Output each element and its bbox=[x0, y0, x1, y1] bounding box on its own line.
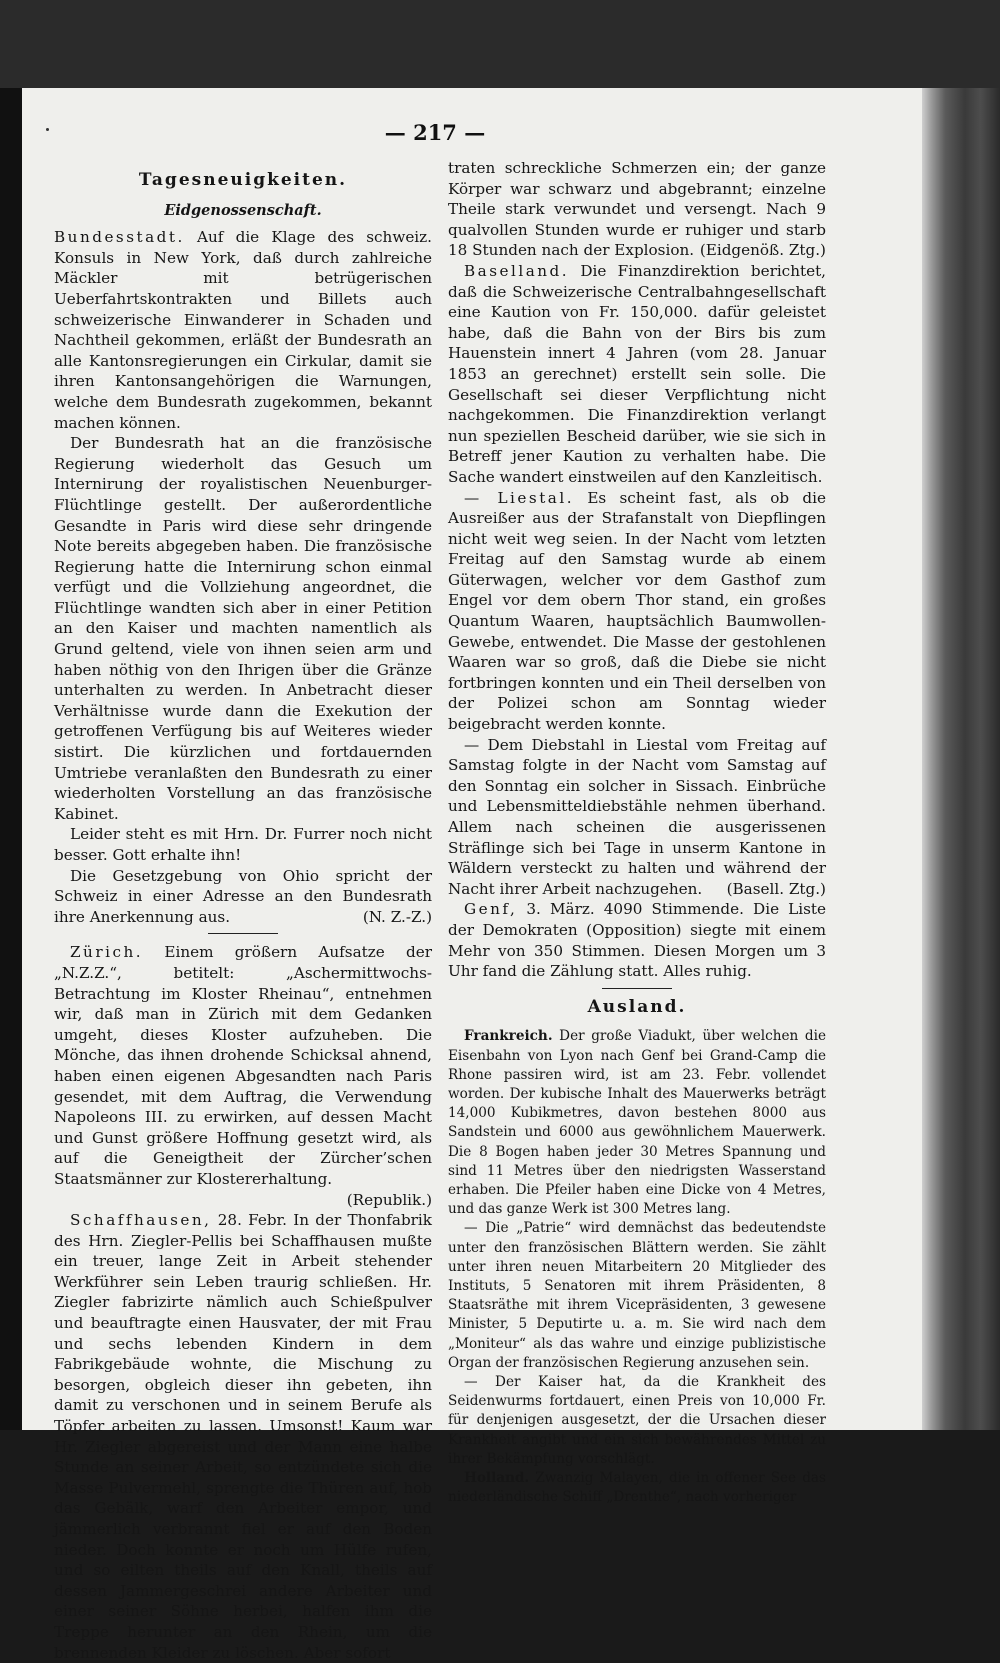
article-liestal bbox=[448, 488, 826, 735]
page-number: — 217 — bbox=[384, 120, 486, 145]
section-heading-tagesneuigkeiten: Tagesneuigkeiten. bbox=[138, 170, 348, 190]
article-bundesstadt bbox=[54, 227, 432, 433]
article-lead: Zürich. bbox=[70, 943, 144, 962]
article-text: Es scheint fast, als ob die Ausreißer aus der Strafanstalt von Diepflingen nicht weit weg seien. In der Nacht vom letzten Freitag auf den Samstag wurde ab einem Güterwagen, welcher vor dem Gasthof zum Engel vor dem obern Thor stand, ein großes Quantum Waaren, hauptsächlich Baumwollen-Gewebe, entwendet. Die Masse der gestohlenen Waaren war so groß, daß die Diebe sie nicht fortbringen konnten und ein Theil derselben von der Polizei schon am Sonntag wieder beigebracht werden konnte. bbox=[448, 488, 826, 734]
article-paragraph bbox=[54, 824, 432, 865]
article-text: 28. Febr. In der Thonfabrik des Hrn. Ziegler-Pellis bei Schaffhausen mußte ein treuer, lange Zeit in Arbeit stehender Werkführer sein Leben traurig schließen. Hr. Ziegler fabrizirte nämlich auch Schießpulver und beauftragte einen Hausvater, der mit Frau und sechs lebenden Kindern in dem Fabrikgebäude wohnte, die Mischung zu besorgen, obgleich dieser ihn gebeten, ihn damit zu verschonen und in seinem Berufe als Töpfer arbeiten zu lassen. Umsonst! Kaum war Hr. Ziegler abgereist und der Mann eine halbe Stunde an seiner Arbeit, so entzündete sich die Masse Pulvermehl, sprengte die Thüren auf, hob das Gebälk, warf den Arbeiter empor, und jämmerlich verbrannt fiel er auf den Boden nieder. Doch konnte er noch um Hülfe rufen, und so eilten theils auf den Knall, theils auf dessen Jammergeschrei andere Arbeiter und einer seiner Söhne herbei, halfen ihm die Treppe herunter an den Rhein, um die brennenden Kleider zu löschen. Aber sofort bbox=[54, 1211, 432, 1662]
article-holland bbox=[448, 1469, 826, 1507]
article-text: Zwanzig Malayen, die in offener See das niederländische Schiff „Drenthe“, nach vorheriger bbox=[448, 1470, 826, 1506]
article-text: — Der Kaiser hat, da die Krankheit des Seidenwurms fortdauert, einen Preis von 10,000 Fr. für denjenigen ausgesetzt, der die Ursachen dieser Krankheit angibt und ein sich bewährendes Mittel zu ihrer Bekämpfung vorschlägt. bbox=[448, 1374, 826, 1467]
article-source: (Basell. Ztg.) bbox=[726, 879, 826, 898]
article-frankreich bbox=[448, 1027, 826, 1219]
article-schaffhausen bbox=[54, 1210, 432, 1663]
article-baselland bbox=[448, 261, 826, 488]
article-text: Der große Viadukt, über welchen die Eisenbahn von Lyon nach Genf bei Grand-Camp die Rhone passiren wird, ist am 23. Febr. vollendet worden. Der kubische Inhalt des Mauerwerks beträgt 14,000 Kubikmetres, davon bestehen 8000 aus Sandstein und 6000 aus gewöhnlichem Mauerwerk. Die 8 Bogen haben jeder 30 Metres Spannung und sind 11 Metres über den niedrigsten Wasserstand erhaben. Die Pfeiler haben eine Dicke von 4 Metres, und das ganze Werk ist 300 Metres lang. bbox=[448, 1028, 826, 1218]
book-binding-edge bbox=[922, 88, 1000, 1430]
ausland-section bbox=[448, 1027, 826, 1507]
article-text: — Die „Patrie“ wird demnächst das bedeutendste unter den französischen Blättern werden. Sie zählt unter ihren neuen Mitarbeitern 20 Mitglieder des Instituts, 5 Senatoren mit ihrem Präsidenten, 8 Staatsräthe mit ihrem Vicepräsidenten, 3 gewesene Minister, 5 Deputirte u. a. m. Sie wird nach dem „Moniteur“ als das wahre und einzige publizistische Organ der französischen Regierung anzusehen sein. bbox=[448, 1220, 826, 1371]
article-text: Der Bundesrath hat an die französische Regierung wiederholt das Gesuch um Internirung der royalistischen Neuenburger-Flüchtlinge gestellt. Der außerordentliche Gesandte in Paris wird diese sehr dringende Note bereits abgegeben haben. Die französische Regierung hatte die Internirung schon einmal verfügt und die Vollziehung angeordnet, die Flüchtlinge wandten sich aber in einer Petition an den Kaiser und machten namentlich als Grund geltend, viele von ihnen seien arm und haben nöthig von den Ihrigen über die Gränze unterhalten zu werden. In Anbetracht dieser Verhältnisse wurde dann die Exekution der getroffenen Verfügung bis auf Weiteres wieder sistirt. Die kürzlichen und fortdauernden Umtriebe veranlaßten den Bundesrath zu einer wiederholten Vorstellung an das französische Kabinet. bbox=[54, 434, 432, 823]
article-source: (N. Z.-Z.) bbox=[362, 907, 432, 926]
article-text: Leider steht es mit Hrn. Dr. Furrer noch nicht besser. Gott erhalte ihn! bbox=[54, 825, 432, 864]
scanner-left-border bbox=[0, 88, 22, 1430]
article-paragraph bbox=[448, 1219, 826, 1373]
article-paragraph bbox=[448, 1373, 826, 1469]
article-genf bbox=[448, 899, 826, 981]
subheading-eidgenossenschaft: Eidgenossenschaft. bbox=[164, 201, 322, 219]
article-source: (Eidgenöß. Ztg.) bbox=[699, 241, 826, 260]
section-divider bbox=[208, 933, 278, 934]
article-text: 3. März. 4090 Stimmende. Die Liste der Demokraten (Opposition) siegte mit einem Mehr von 350 Stimmen. Diesen Morgen um 3 Uhr fand die Zählung statt. Alles ruhig. bbox=[448, 900, 826, 981]
article-text: Einem größern Aufsatze der „N.Z.Z.“, betitelt: „Aschermittwochs-Betrachtung im Kloster Rheinau“, entnehmen wir, daß man in Zürich mit dem Gedanken umgeht, dieses Kloster aufzuheben. Die Mönche, das ihnen drohende Schicksal ahnend, haben einen eigenen Abgesandten nach Paris gesendet, mit dem Auftrag, die Verwendung Napoleons III. zu erwirken, auf dessen Macht und Gunst größere Hoffnung gesetzt wird, als auf die Geneigtheit der Zürcher’schen Staatsmänner zur Klostererhaltung. bbox=[54, 943, 432, 1188]
article-source: (Republik.) bbox=[346, 1190, 432, 1209]
article-text: Auf die Klage des schweiz. Konsuls in New York, daß durch zahlreiche Mäckler mit betrügerischen Ueberfahrtskontrakten und Billets auch schweizerische Einwanderer in Schaden und Nachtheil gekommen, erläßt der Bundesrath an alle Kantonsregierungen ein Cirkular, damit sie ihren Kantonsangehörigen die Warnungen, welche dem Bundesrath zugekommen, bekannt machen können. bbox=[54, 228, 432, 432]
article-lead: Genf, bbox=[464, 900, 518, 919]
article-lead: Baselland. bbox=[464, 261, 570, 280]
article-continuation bbox=[448, 158, 826, 261]
article-text: Die Finanzdirektion berichtet, daß die Schweizerische Centralbahngesellschaft eine Kaution von Fr. 150,000. dafür geleistet habe, daß die Bahn von der Birs bis zum Hauenstein innert 4 Jahren (vom 28. Januar 1853 an gerechnet) erstellt sein solle. Die Gesellschaft sei dieser Verpflichtung nicht nachgekommen. Die Finanzdirektion verlangt nun speziellen Bescheid darüber, wie sie sich in Betreff jener Kaution zu verhalten habe. Die Sache wandert einstweilen auf den Kanzleitisch. bbox=[448, 261, 826, 486]
article-text: traten schreckliche Schmerzen ein; der ganze Körper war schwarz und abgebrannt; einzelne Theile stark verwundet und versengt. Nach 9 qualvollen Stunden wurde er ruhiger und starb 18 Stunden nach der Explosion. bbox=[448, 159, 826, 260]
article-lead: Frankreich. bbox=[464, 1028, 553, 1045]
section-heading-ausland: Ausland. bbox=[587, 996, 687, 1017]
right-column bbox=[448, 158, 826, 1507]
left-column bbox=[54, 170, 432, 1663]
article-paragraph bbox=[448, 735, 826, 900]
article-lead: Bundesstadt. bbox=[54, 228, 185, 247]
article-paragraph bbox=[54, 866, 432, 928]
article-text: Die Gesetzgebung von Ohio spricht der Schweiz in einer Adresse an den Bundesrath ihre Anerkennung aus. bbox=[54, 866, 432, 926]
article-paragraph bbox=[54, 433, 432, 824]
ink-speck bbox=[46, 128, 49, 131]
scanner-top-border bbox=[0, 0, 1000, 88]
article-lead: — Liestal. bbox=[464, 488, 575, 507]
section-divider bbox=[602, 988, 672, 989]
article-zuerich bbox=[54, 942, 432, 1209]
article-text: — Dem Diebstahl in Liestal vom Freitag auf Samstag folgte in der Nacht vom Samstag auf den Sonntag ein solcher in Sissach. Einbrüche und Lebensmitteldiebstähle nehmen überhand. Allem nach scheinen die ausgerissenen Sträflinge sich bei Tage in unserm Kantone in Wäldern versteckt zu halten und während der Nacht ihrer Arbeit nachzugehen. bbox=[448, 735, 826, 898]
article-lead: Schaffhausen, bbox=[70, 1211, 212, 1230]
article-lead: Holland. bbox=[464, 1470, 530, 1487]
